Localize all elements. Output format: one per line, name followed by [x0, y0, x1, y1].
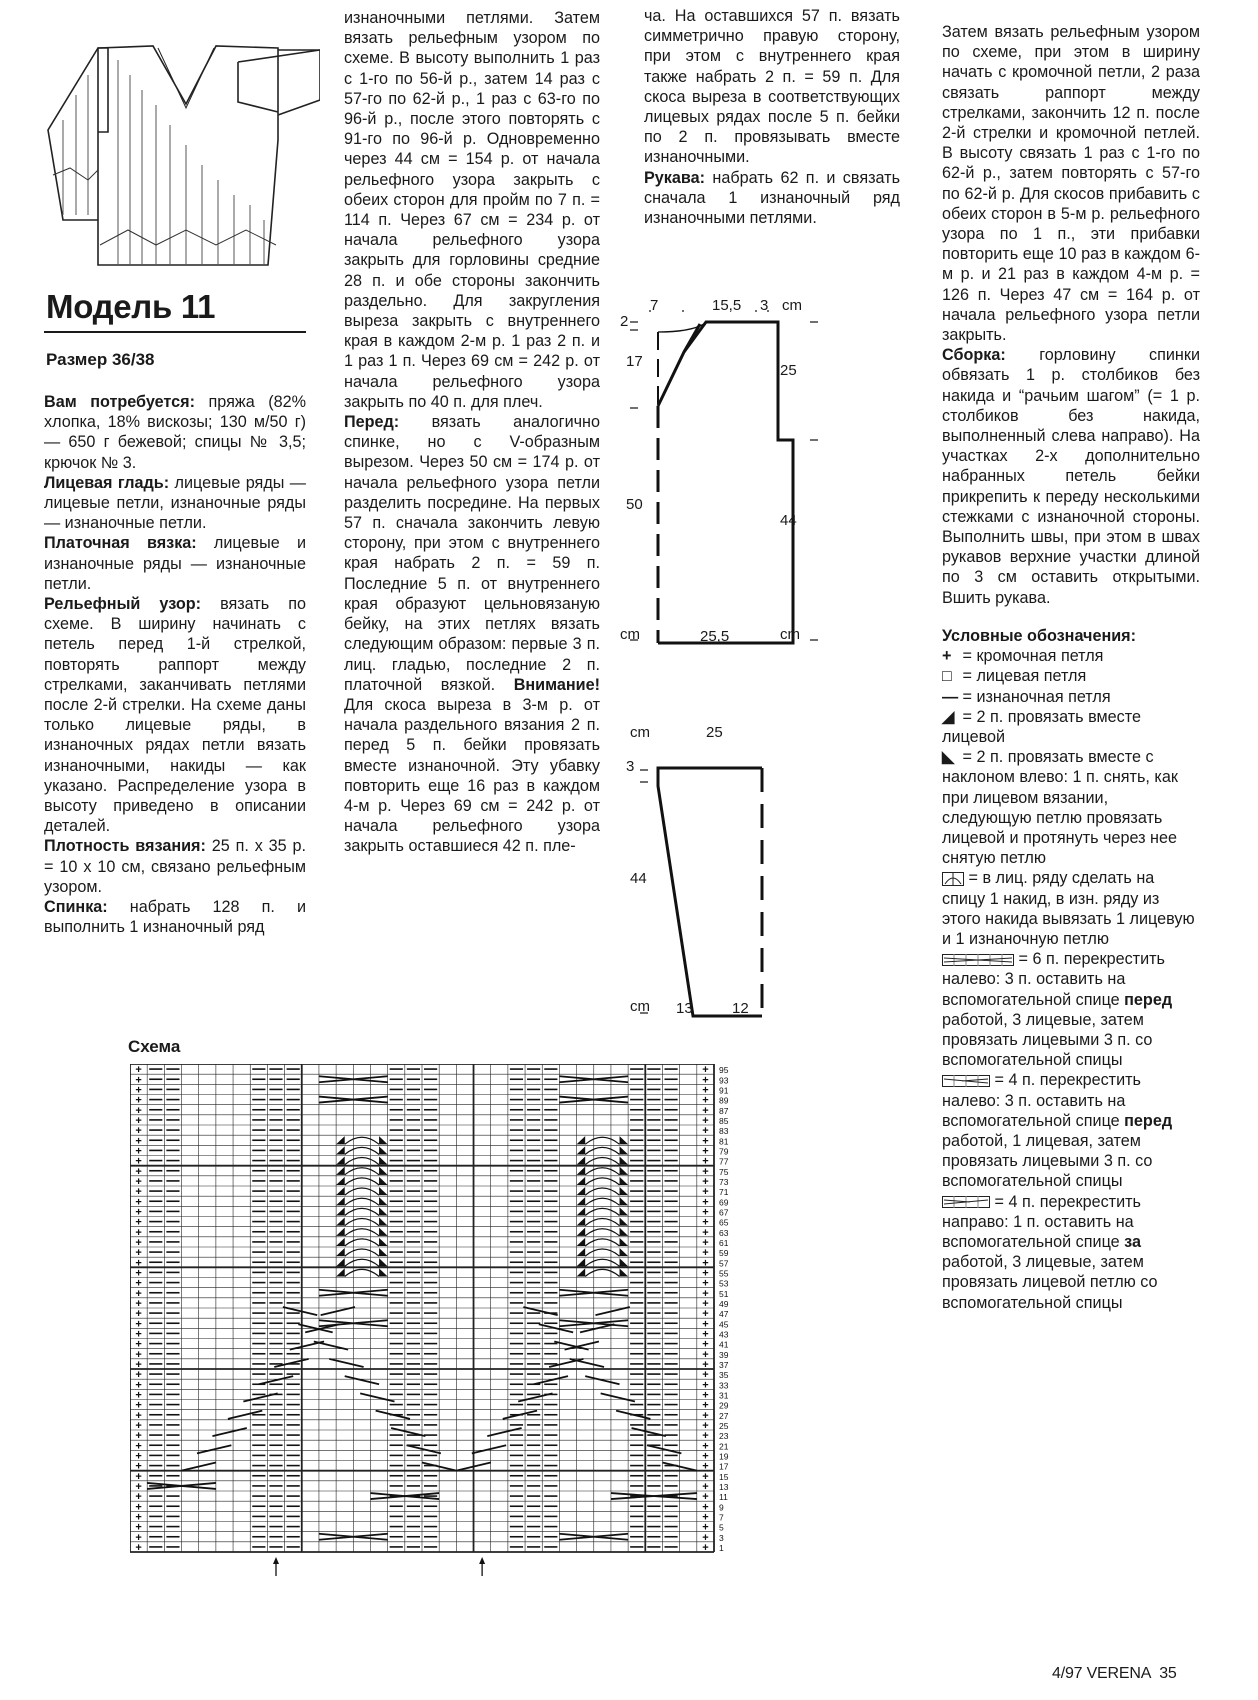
- svg-text:+: +: [702, 1501, 709, 1514]
- svg-text:77: 77: [719, 1156, 729, 1167]
- svg-text:+: +: [702, 1114, 709, 1127]
- svg-text:37: 37: [719, 1360, 729, 1370]
- dim-height-25: 25: [780, 362, 797, 379]
- svg-text:+: +: [135, 1074, 142, 1087]
- svg-text:83: 83: [719, 1126, 729, 1137]
- back-paragraph: [44, 897, 306, 937]
- svg-text:41: 41: [719, 1339, 729, 1350]
- legend-list: [942, 646, 1200, 1313]
- svg-text:+: +: [135, 1358, 142, 1371]
- garter-paragraph: [44, 533, 306, 594]
- svg-text:+: +: [702, 1348, 709, 1361]
- svg-text:31: 31: [719, 1390, 729, 1401]
- svg-text:+: +: [702, 1491, 709, 1504]
- svg-text:89: 89: [719, 1095, 729, 1106]
- svg-text:+: +: [135, 1135, 142, 1148]
- svg-text:+: +: [135, 1297, 142, 1310]
- page-footer: [1052, 1665, 1177, 1683]
- dim-width-7: 7: [650, 297, 659, 314]
- back-schematic: [620, 297, 880, 705]
- svg-text:59: 59: [719, 1248, 729, 1259]
- svg-text:57: 57: [719, 1258, 729, 1269]
- dim-width-12: 12: [732, 1000, 749, 1017]
- unit-label: cm: [630, 998, 650, 1015]
- svg-text:39: 39: [719, 1349, 729, 1360]
- back-text: набрать 128 п. и выполнить 1 изнаночный ряд: [44, 898, 306, 937]
- legend-emphasis: перед: [1124, 990, 1173, 1009]
- page-number: 35: [1159, 1665, 1177, 1682]
- yarn-over-icon: [942, 868, 964, 888]
- svg-text:+: +: [135, 1257, 142, 1270]
- legend-text: = изнаночная петля: [958, 687, 1111, 706]
- svg-text:+: +: [702, 1308, 709, 1321]
- svg-text:+: +: [702, 1267, 709, 1280]
- attention-text: Для скоса выреза в 3-м р. от начала раздельного вязания 2 п. перед 5 п. бейки провязать вместе изнаночной. Эту убавку повторить еще 16 раз в каждом 4-м р. Через 69 см = 242 р. от начала рельефного узора закрыть оставшиеся 42 п. пле-: [344, 695, 600, 856]
- svg-text:+: +: [702, 1074, 709, 1087]
- svg-text:67: 67: [719, 1207, 729, 1218]
- edge-stitch-icon: +: [942, 647, 952, 666]
- svg-text:27: 27: [719, 1410, 729, 1421]
- svg-text:+: +: [702, 1247, 709, 1260]
- svg-text:+: +: [135, 1084, 142, 1097]
- knitting-chart: [130, 1064, 780, 1579]
- legend-text: = 4 п. перекрестить налево: 3 п. оставить на вспомогательной спице: [942, 1071, 1141, 1130]
- svg-text:+: +: [702, 1206, 709, 1219]
- legend-item: [942, 707, 1200, 747]
- attention-label: Внимание!: [513, 675, 600, 694]
- svg-text:+: +: [702, 1165, 709, 1178]
- svg-text:+: +: [135, 1277, 142, 1290]
- legend-text: = лицевая петля: [958, 667, 1087, 686]
- svg-text:+: +: [702, 1175, 709, 1188]
- relief-label: Рельефный узор:: [44, 595, 202, 614]
- svg-text:+: +: [702, 1257, 709, 1270]
- svg-text:+: +: [702, 1104, 709, 1117]
- legend-text: = в лиц. ряду сделать на спицу 1 накид, в изн. ряду из этого накида вывязать 1 лицевую и 1 изнаночную петлю: [942, 869, 1195, 948]
- svg-text:+: +: [135, 1247, 142, 1260]
- svg-text:43: 43: [719, 1329, 729, 1340]
- cable-4-left-icon: [942, 1070, 990, 1090]
- front-label: Перед:: [344, 413, 400, 432]
- legend-emphasis: перед: [1124, 1111, 1173, 1130]
- sleeves-paragraph: [644, 168, 900, 229]
- svg-text:+: +: [702, 1430, 709, 1443]
- back-continued: изнаночными петлями. Затем вязать рельефным узором по схеме. В высоту выполнить 1 раз с 1-го по 56-й р., затем 14 раз с 57-го по 62-й р., 1 раз с 63-го по 96-й р., после этого повторять с 91-го по 96-й р. Одновременно через 44 см = 154 р. от начала рельефного узора закрыть с обеих сторон для пройм по 7 п. = 114 п. Через 67 см = 234 р. от начала рельефного узора закрыть для горловины средние 28 п. и обе стороны закончить раздельно. Для закругления выреза закрыть с внутреннего края в каждом 2-м р. 1 раз 2 п. и 1 раз 1 п. Через 69 см = 242 р. от начала рельефного узора закрыть по 40 п. для плеч.: [344, 9, 600, 411]
- svg-text:+: +: [135, 1419, 142, 1432]
- svg-text:+: +: [135, 1531, 142, 1544]
- front-continued: ча. На оставшихся 57 п. вязать симметрично правую сторону, при этом с внутреннего края также набрать 2 п. = 59 п. Для скоса выреза в соответствующих лицевых рядах после 5 п. бейки по 2 п. провязывать вместе изнаночными.: [644, 7, 900, 167]
- svg-text:33: 33: [719, 1380, 729, 1391]
- svg-text:+: +: [702, 1155, 709, 1168]
- legend-text: работой, 3 лицевые, затем провязать лицевыми 3 п. со вспомогательной спицы: [942, 1010, 1153, 1070]
- svg-text:75: 75: [719, 1166, 729, 1177]
- dim-height-50: 50: [626, 496, 643, 513]
- ssk-icon: ◣: [942, 748, 955, 767]
- svg-text:+: +: [702, 1460, 709, 1473]
- stockinette-label: Лицевая гладь:: [44, 473, 170, 492]
- svg-text:5: 5: [719, 1522, 724, 1533]
- svg-text:+: +: [702, 1531, 709, 1544]
- svg-text:+: +: [135, 1440, 142, 1453]
- legend-item: [942, 868, 1200, 949]
- dim-height-3: 3: [626, 758, 635, 775]
- svg-text:+: +: [702, 1277, 709, 1290]
- svg-text:+: +: [135, 1430, 142, 1443]
- legend-emphasis: за: [1124, 1232, 1141, 1251]
- title-divider: [44, 331, 306, 333]
- sleeve-schematic: [620, 724, 870, 1018]
- cable-4-right-icon: [942, 1192, 990, 1212]
- svg-text:51: 51: [719, 1288, 729, 1299]
- svg-text:11: 11: [719, 1492, 728, 1503]
- model-title: Модель 11: [46, 288, 216, 325]
- svg-text:+: +: [702, 1358, 709, 1371]
- svg-text:65: 65: [719, 1217, 729, 1228]
- svg-text:85: 85: [719, 1116, 729, 1126]
- svg-text:+: +: [135, 1094, 142, 1107]
- svg-text:+: +: [135, 1501, 142, 1514]
- svg-text:+: +: [135, 1470, 142, 1483]
- svg-text:+: +: [135, 1175, 142, 1188]
- purl-stitch-icon: —: [942, 687, 959, 706]
- issue-label: 4/97 VERENA: [1052, 1665, 1152, 1682]
- materials-paragraph: [44, 392, 306, 473]
- svg-text:+: +: [135, 1348, 142, 1361]
- svg-text:+: +: [135, 1308, 142, 1321]
- legend-text: работой, 3 лицевые, затем провязать лицевой петлю со вспомогательной спицы: [942, 1253, 1158, 1312]
- gauge-paragraph: [44, 836, 306, 897]
- instructions-column-3: [644, 6, 900, 228]
- relief-text: вязать по схеме. В ширину начинать с петель перед 1-й стрелкой, повторять раппорт между стрелками, заканчивать петлями после 2-й стрелки. На схеме даны только лицевые ряды, в изнаночных рядах петли вязать изнаночными, накиды — как указано. Распределение узора в высоту приведено в описании деталей.: [44, 595, 306, 836]
- svg-text:49: 49: [719, 1299, 729, 1309]
- svg-text:9: 9: [719, 1502, 724, 1513]
- svg-text:+: +: [135, 1541, 142, 1554]
- svg-text:+: +: [135, 1125, 142, 1138]
- svg-text:+: +: [702, 1125, 709, 1138]
- svg-text:+: +: [135, 1267, 142, 1280]
- dim-width-25: 25: [706, 724, 723, 741]
- svg-text:+: +: [135, 1226, 142, 1239]
- svg-text:+: +: [135, 1114, 142, 1127]
- svg-text:+: +: [135, 1389, 142, 1402]
- svg-text:91: 91: [719, 1085, 729, 1096]
- legend-item: [942, 646, 1200, 666]
- svg-text:+: +: [702, 1094, 709, 1107]
- svg-text:+: +: [702, 1470, 709, 1483]
- svg-text:15: 15: [719, 1471, 729, 1482]
- svg-text:55: 55: [719, 1268, 729, 1279]
- unit-label: cm: [620, 626, 640, 643]
- dim-width-25-5: 25,5: [700, 628, 730, 645]
- svg-text:+: +: [135, 1511, 142, 1524]
- legend-item: [942, 949, 1200, 1070]
- k2tog-icon: ◢: [942, 707, 955, 726]
- svg-text:+: +: [702, 1480, 709, 1493]
- dim-height-2: 2: [620, 313, 629, 330]
- svg-text:+: +: [135, 1328, 142, 1341]
- svg-text:+: +: [702, 1186, 709, 1199]
- svg-text:13: 13: [719, 1482, 729, 1492]
- svg-text:+: +: [702, 1511, 709, 1524]
- svg-text:+: +: [135, 1480, 142, 1493]
- sleeves-label: Рукава:: [644, 168, 706, 187]
- svg-text:17: 17: [719, 1461, 729, 1472]
- back-label: Спинка:: [44, 898, 108, 917]
- svg-text:+: +: [135, 1399, 142, 1412]
- sleeves-text: набрать 62 п. и связать сначала 1 изнаночный ряд изнаночными петлями.: [644, 168, 900, 228]
- legend-text: = 6 п. перекрестить налево: 3 п. оставить на вспомогательной спице: [942, 950, 1165, 1009]
- svg-text:29: 29: [719, 1400, 729, 1411]
- instructions-column-1: [44, 392, 306, 937]
- legend-title: Условные обозначения:: [942, 626, 1137, 645]
- svg-text:+: +: [702, 1338, 709, 1351]
- svg-text:+: +: [135, 1369, 142, 1382]
- garter-label: Платочная вязка:: [44, 534, 197, 553]
- legend-text: = 4 п. перекрестить направо: 1 п. оставить на вспомогательной спице: [942, 1192, 1141, 1251]
- assembly-paragraph: [942, 345, 1200, 608]
- svg-text:47: 47: [719, 1309, 729, 1320]
- svg-text:35: 35: [719, 1370, 729, 1381]
- svg-text:+: +: [135, 1287, 142, 1300]
- svg-text:+: +: [702, 1196, 709, 1209]
- svg-text:+: +: [135, 1236, 142, 1249]
- svg-text:+: +: [702, 1541, 709, 1554]
- legend-item: [942, 1070, 1200, 1191]
- svg-text:+: +: [135, 1206, 142, 1219]
- dim-width-13: 13: [676, 1000, 693, 1017]
- dim-height-44: 44: [780, 512, 797, 529]
- stockinette-text: лицевые ряды — лицевые петли, изнаночные ряды — изнаночные петли.: [44, 473, 306, 533]
- svg-text:7: 7: [719, 1512, 724, 1523]
- dim-width-15-5: 15,5: [712, 297, 742, 314]
- svg-text:+: +: [702, 1389, 709, 1402]
- svg-text:+: +: [135, 1104, 142, 1117]
- gauge-label: Плотность вязания:: [44, 837, 206, 856]
- knit-stitch-icon: □: [942, 667, 952, 686]
- svg-text:21: 21: [719, 1441, 729, 1452]
- legend-item: [942, 687, 1200, 707]
- instructions-column-4: [942, 22, 1200, 1313]
- svg-text:+: +: [702, 1145, 709, 1158]
- back-outline: [620, 310, 880, 705]
- svg-text:+: +: [135, 1460, 142, 1473]
- svg-text:+: +: [702, 1369, 709, 1382]
- garter-text: лицевые и изнаночные ряды — изнаночные петли.: [44, 534, 307, 593]
- instructions-column-2: [344, 8, 600, 857]
- legend-item: [942, 1192, 1200, 1313]
- legend-text: = 2 п. провязать вместе лицевой: [942, 707, 1141, 746]
- svg-text:25: 25: [719, 1421, 729, 1431]
- svg-text:+: +: [135, 1186, 142, 1199]
- svg-text:+: +: [702, 1297, 709, 1310]
- front-paragraph: [344, 412, 600, 856]
- materials-label: Вам потребуется:: [44, 393, 195, 411]
- svg-text:63: 63: [719, 1227, 729, 1238]
- svg-text:45: 45: [719, 1319, 729, 1330]
- svg-text:23: 23: [719, 1431, 729, 1442]
- svg-text:61: 61: [719, 1238, 729, 1248]
- svg-text:+: +: [702, 1440, 709, 1453]
- svg-text:+: +: [702, 1379, 709, 1392]
- sleeve-outline: [620, 728, 870, 1018]
- svg-text:+: +: [702, 1419, 709, 1432]
- front-text: вязать аналогично спинке, но с V-образным вырезом. Через 50 см = 174 р. от начала рельефного узора петли разделить посредине. На первых 57 п. сначала закончить левую сторону, при этом с внутреннего края набрать 2 п. = 59 п. Последние 5 п. от внутреннего края образуют цельновязаную бейку, на этих петлях вязать следующим образом: первые 3 п. лиц. гладью, последние 2 п. платочной вязкой.: [344, 413, 600, 694]
- legend-text: = кромочная петля: [958, 647, 1104, 666]
- svg-text:+: +: [702, 1226, 709, 1239]
- svg-text:+: +: [135, 1379, 142, 1392]
- svg-text:+: +: [135, 1338, 142, 1351]
- svg-text:71: 71: [719, 1187, 729, 1198]
- svg-text:+: +: [702, 1084, 709, 1097]
- unit-label: cm: [782, 297, 802, 314]
- svg-text:95: 95: [719, 1065, 729, 1076]
- sleeves-continued: Затем вязать рельефным узором по схеме, при этом в ширину начать с кромочной петли, 2 раза связать раппорт между стрелками, закончить 12 п. после 2-й стрелки и кромочной петлей. В высоту связать 1 раз с 1-го по 62-й р., затем повторять с 57-го по 62-й р. Для скосов прибавить с обеих сторон в 5-м р. рельефного узора по 1 п., эти прибавки повторить еще 10 раз в каждом 6-м р. и 21 раз в каждом 4-м р. = 126 п. Через 47 см = 164 р. от начала рельефного узора петли закрыть.: [942, 23, 1200, 345]
- svg-text:+: +: [702, 1409, 709, 1422]
- svg-text:87: 87: [719, 1105, 729, 1116]
- svg-text:+: +: [135, 1064, 142, 1077]
- svg-text:+: +: [135, 1450, 142, 1463]
- svg-text:+: +: [702, 1236, 709, 1249]
- svg-text:+: +: [135, 1409, 142, 1422]
- svg-text:+: +: [135, 1196, 142, 1209]
- svg-text:+: +: [135, 1521, 142, 1534]
- materials-text: пряжа (82% хлопка, 18% вискозы; 130 м/50 г) — 650 г бежевой; спицы № 3,5; крючок № 3.: [44, 393, 307, 472]
- svg-text:+: +: [702, 1521, 709, 1534]
- svg-text:+: +: [702, 1450, 709, 1463]
- unit-label: cm: [630, 724, 650, 741]
- size-label: Размер 36/38: [46, 350, 155, 369]
- svg-text:19: 19: [719, 1451, 729, 1462]
- svg-text:+: +: [135, 1318, 142, 1331]
- dim-height-17: 17: [626, 353, 643, 370]
- svg-text:3: 3: [719, 1532, 724, 1543]
- svg-text:79: 79: [719, 1146, 729, 1157]
- relief-paragraph: [44, 594, 306, 836]
- chart-title: Схема: [128, 1037, 181, 1056]
- svg-text:+: +: [702, 1318, 709, 1331]
- legend-item: [942, 747, 1200, 868]
- svg-text:+: +: [702, 1287, 709, 1300]
- assembly-text: горловину спинки обвязать 1 р. столбиков без накида и “рачьим шагом” (= 1 р. столбиков без накида, выполненный слева направо). На участках 2-х дополнительно набранных петель бейки прикрепить к переду несколькими стежками с изнаночной стороны. Выполнить швы, при этом в швах рукавов верхние участки длиной по 3 см оставить открытыми. Вшить рукава.: [942, 346, 1200, 607]
- svg-text:+: +: [135, 1165, 142, 1178]
- svg-text:+: +: [135, 1155, 142, 1168]
- sweater-sketch: [38, 20, 320, 270]
- legend-item: [942, 666, 1200, 686]
- legend-text: работой, 1 лицевая, затем провязать лицевыми 3 п. со вспомогательной спицы: [942, 1131, 1153, 1191]
- svg-text:69: 69: [719, 1197, 729, 1208]
- svg-text:+: +: [702, 1328, 709, 1341]
- svg-text:+: +: [702, 1399, 709, 1412]
- dim-height-44: 44: [630, 870, 647, 887]
- unit-label: cm: [780, 626, 800, 643]
- gauge-text: 25 п. x 35 р. = 10 x 10 см, связано рельефным узором.: [44, 837, 307, 896]
- svg-text:93: 93: [719, 1075, 729, 1086]
- assembly-label: Сборка:: [942, 346, 1006, 365]
- svg-text:73: 73: [719, 1177, 729, 1187]
- svg-text:1: 1: [719, 1543, 724, 1553]
- cable-6-left-icon: [942, 949, 1014, 969]
- legend-text: = 2 п. провязать вместе с наклоном влево: 1 п. снять, как при лицевом вязании, следующую петлю провязать лицевой и протянуть через нее снятую петлю: [942, 748, 1178, 868]
- stockinette-paragraph: [44, 473, 306, 534]
- svg-text:81: 81: [719, 1136, 729, 1147]
- svg-text:+: +: [702, 1216, 709, 1229]
- svg-text:+: +: [135, 1145, 142, 1158]
- svg-text:+: +: [702, 1064, 709, 1077]
- dim-width-3: 3: [760, 297, 769, 314]
- svg-text:+: +: [702, 1135, 709, 1148]
- svg-text:+: +: [135, 1491, 142, 1504]
- svg-text:53: 53: [719, 1278, 729, 1289]
- svg-text:+: +: [135, 1216, 142, 1229]
